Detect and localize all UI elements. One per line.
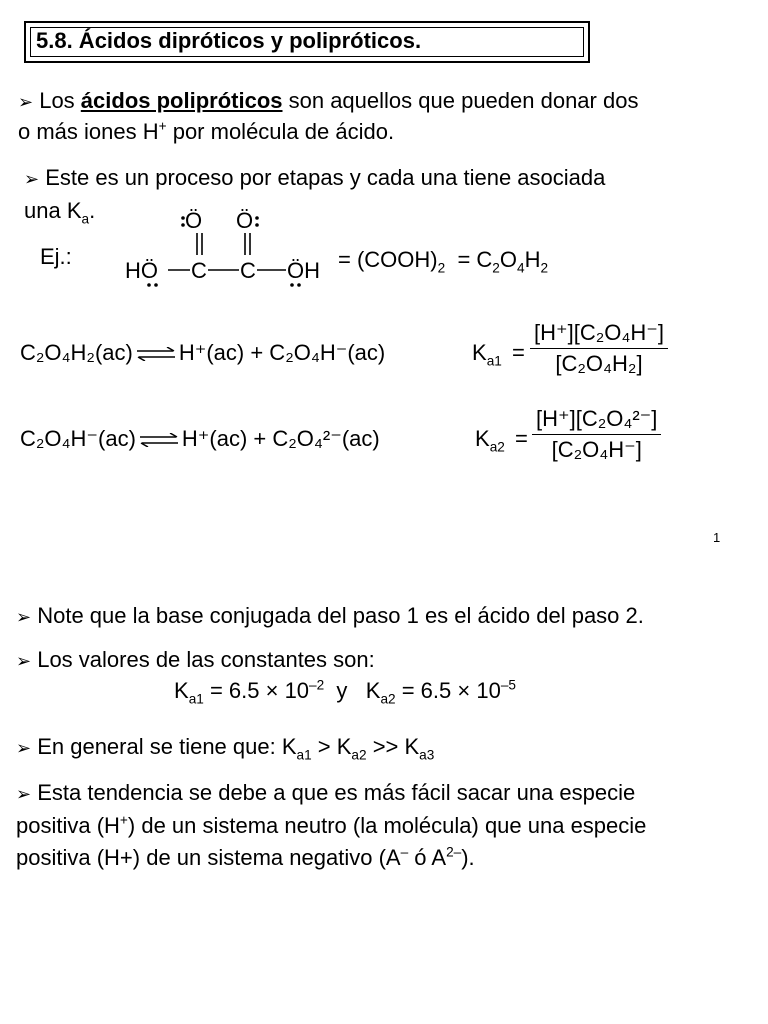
ka1-expression bbox=[530, 320, 668, 377]
lone-pair-dot bbox=[181, 216, 185, 220]
ka1-label: $K_{a1}$ = bbox=[472, 340, 525, 369]
ka2-denominator: [C₂O₄H⁻] bbox=[551, 437, 642, 462]
bullet-arrow-icon: ➢ bbox=[16, 651, 32, 672]
equilibrium-arrow-icon bbox=[135, 347, 177, 361]
ka2-expression bbox=[532, 406, 661, 463]
reaction-2-products: H⁺(ac) + C₂O₄²⁻(ac) bbox=[181, 426, 380, 451]
carbon-2: C bbox=[240, 258, 256, 283]
lone-pair-dot bbox=[255, 216, 259, 220]
page-number: 1 bbox=[713, 530, 721, 545]
paragraph-general-trend: ➢ En general se tiene que: $K_{a1} > K_{a2} >> K_{a3}$ bbox=[16, 734, 435, 763]
paragraph-conjugate-base: ➢ Note que la base conjugada del paso 1 es el ácido del paso 2. bbox=[16, 603, 644, 628]
paragraph-polyprotic-line2: o más iones H+ por molécula de ácido. bbox=[18, 118, 395, 144]
lone-pair-dot bbox=[297, 283, 301, 287]
hydroxyl-right: ÖH bbox=[287, 258, 320, 283]
term-polyprotic-acids: ácidos polipróticos bbox=[80, 88, 283, 113]
section-title-box bbox=[24, 21, 590, 63]
ka1-numerator: [H⁺][C₂O₄H⁻] bbox=[534, 320, 664, 345]
paragraph-explanation-line3: positiva (H+) de un sistema negativo (A– ó $A^{2-}$). bbox=[16, 844, 475, 870]
paragraph-stepwise: ➢ Este es un proceso por etapas y cada una tiene asociada bbox=[24, 165, 606, 190]
reaction-2 bbox=[20, 426, 380, 452]
oxalic-acid-formula: = $(COOH)_2 = C_2O_4H_2$ bbox=[338, 247, 549, 276]
ka2-label: $K_{a2}$ = bbox=[475, 426, 528, 455]
carbonyl-oxygen-2: Ö bbox=[236, 208, 254, 233]
ka1-denominator: [C₂O₄H₂] bbox=[555, 351, 643, 376]
carbon-1: C bbox=[191, 258, 207, 283]
paragraph-polyprotic-definition: ➢ Los ácidos polipróticos son aquellos que pueden donar dos bbox=[18, 88, 639, 113]
bullet-arrow-icon: ➢ bbox=[18, 92, 34, 113]
paragraph-stepwise-line2: una $K_a$. bbox=[24, 198, 96, 227]
lone-pair-dot bbox=[290, 283, 294, 287]
fraction-bar bbox=[530, 348, 668, 349]
reaction-1-reactant: C₂O₄H₂(ac) bbox=[20, 340, 133, 365]
fraction-bar bbox=[532, 434, 661, 435]
example-label: Ej.: bbox=[40, 244, 72, 269]
bullet-arrow-icon: ➢ bbox=[16, 607, 32, 628]
bullet-arrow-icon: ➢ bbox=[16, 738, 32, 759]
bullet-arrow-icon: ➢ bbox=[16, 784, 32, 805]
paragraph-explanation: ➢ Esta tendencia se debe a que es más fácil sacar una especie bbox=[16, 780, 636, 805]
hydroxyl-left: HÖ bbox=[125, 258, 158, 283]
lone-pair-dot bbox=[255, 223, 259, 227]
equilibrium-arrow-icon bbox=[138, 433, 180, 447]
section-title: 5.8. Ácidos dipróticos y polipróticos. bbox=[36, 28, 422, 53]
ka2-numerator: [H⁺][C₂O₄²⁻] bbox=[536, 406, 658, 431]
lone-pair-dot bbox=[147, 283, 151, 287]
reaction-1 bbox=[20, 340, 385, 366]
reaction-1-products: H⁺(ac) + C₂O₄H⁻(ac) bbox=[178, 340, 386, 365]
reaction-2-reactant: C₂O₄H⁻(ac) bbox=[20, 426, 136, 451]
oxalic-acid-structure bbox=[120, 205, 340, 295]
bullet-arrow-icon: ➢ bbox=[24, 169, 40, 190]
constant-values-line: $K_{a1} = 6.5 \times 10^{-2}$ y $K_{a2} = 6.5 \times 10^{-5}$ bbox=[174, 677, 516, 707]
lone-pair-dot bbox=[154, 283, 158, 287]
paragraph-constant-values: ➢ Los valores de las constantes son: bbox=[16, 647, 375, 672]
paragraph-explanation-line2: positiva (H+) de un sistema neutro (la molécula) que una especie bbox=[16, 812, 647, 838]
carbonyl-oxygen-1: Ö bbox=[185, 208, 203, 233]
lone-pair-dot bbox=[181, 223, 185, 227]
